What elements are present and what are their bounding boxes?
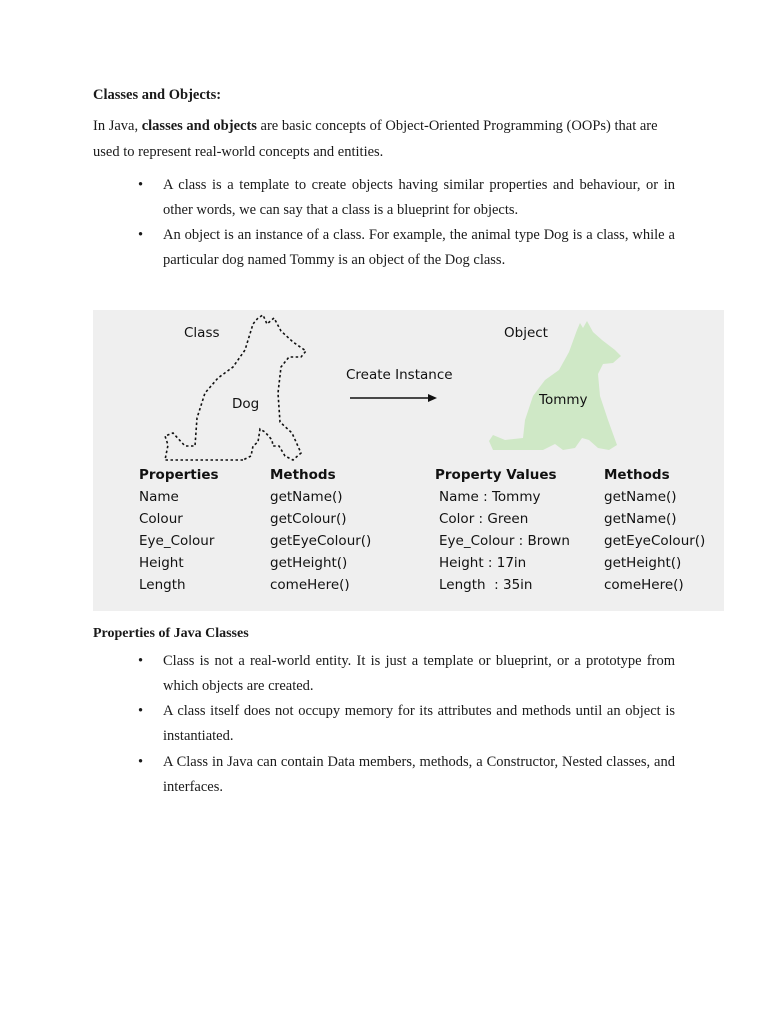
intro-prefix: In Java, [93,118,142,134]
bullet-text: A class itself does not occupy memory for its attributes and methods until an object is instantiated. [163,703,675,744]
method-name: getColour() [270,511,347,527]
bullet-dot: • [138,177,144,193]
methods-header: Methods [270,467,336,483]
list-item [138,750,675,800]
list-item [138,699,675,749]
method-name: comeHere() [604,577,684,593]
intro-bold-term: classes and objects [141,118,257,134]
bullet-text: A class is a template to create objects having similar properties and behaviour, or in other words, we can say that a class is a blueprint for objects. [163,177,675,218]
bullet-text: An object is an instance of a class. For example, the animal type Dog is a class, while a particular dog named Tommy is an object of the Dog class. [163,227,675,268]
list-item [138,173,675,223]
method-name: getName() [604,489,677,505]
method-name: getName() [604,511,677,527]
method-name: comeHere() [270,577,350,593]
property-value: Eye_Colour : Brown [439,533,570,549]
property-value: Color : Green [439,511,529,527]
bullet-text: A Class in Java can contain Data members, methods, a Constructor, Nested classes, and interfaces. [163,754,675,795]
property-name: Colour [139,511,183,527]
property-name: Height [139,555,184,571]
class-object-figure [93,310,724,611]
property-value: Height : 17in [439,555,527,571]
list-item [138,649,675,699]
method-name: getHeight() [270,555,348,571]
bullet-dot: • [138,754,144,770]
bullet-dot: • [138,653,144,669]
intro-paragraph [93,113,675,165]
list-item [138,223,675,273]
class-properties-column [139,464,219,596]
class-methods-column [270,464,371,596]
create-instance-label: Create Instance [346,367,453,383]
section-heading: Classes and Objects: [93,87,222,103]
dog-label: Dog [232,396,260,412]
object-values-column [435,464,570,596]
properties-header: Properties [139,467,219,483]
method-name: getName() [270,489,343,505]
intro-suffix: are basic concepts of Object-Oriented Programming (OOPs) that are used to represent real-world concepts and entities. [93,118,658,160]
arrow-head-icon [428,394,437,402]
object-label: Object [504,325,548,341]
method-name: getEyeColour() [270,533,372,549]
methods-header: Methods [604,467,670,483]
property-values-header: Property Values [435,467,557,483]
dog-outline-icon [165,315,306,460]
method-name: getHeight() [604,555,682,571]
figure-artwork [93,310,724,470]
property-name: Length [139,577,186,593]
property-name: Eye_Colour [139,533,215,549]
method-name: getEyeColour() [604,533,706,549]
bullet-text: Class is not a real-world entity. It is just a template or blueprint, or a prototype from which objects are created. [163,653,675,694]
object-methods-column [604,464,705,596]
subsection-heading: Properties of Java Classes [93,626,249,641]
property-value: Length : 35in [439,577,533,593]
property-value: Name : Tommy [439,489,541,505]
tommy-label: Tommy [539,392,588,408]
class-label: Class [184,325,220,341]
green-dog-silhouette-icon [489,321,621,450]
bullet-dot: • [138,703,144,719]
bullet-dot: • [138,227,144,243]
property-name: Name [139,489,179,505]
